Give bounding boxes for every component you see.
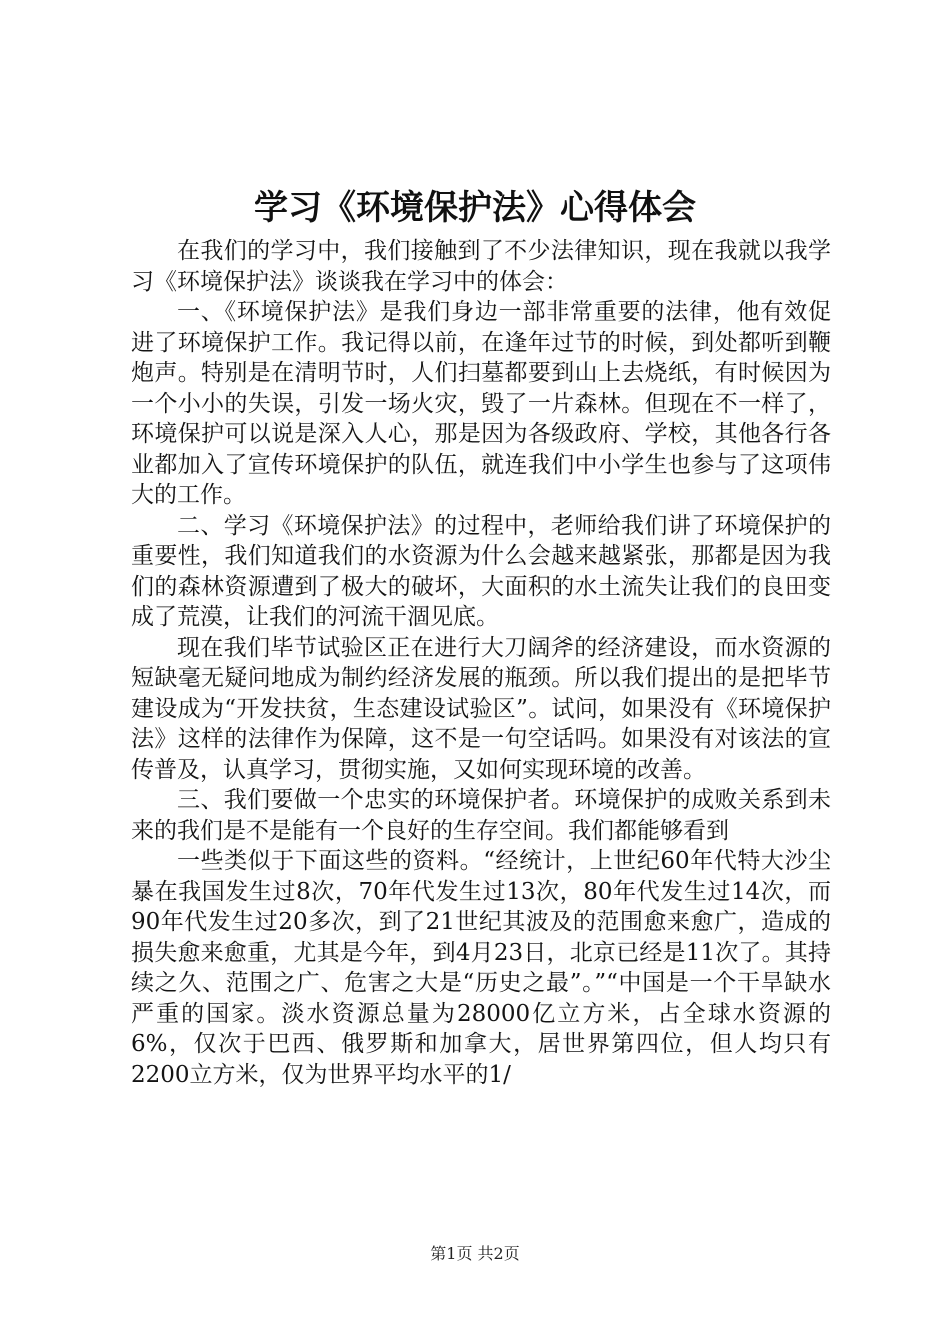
paragraph-section-2: 二、学习《环境保护法》的过程中，老师给我们讲了环境保护的重要性，我们知道我们的水资源为什么会越来越紧张，那都是因为我们的森林资源遭到了极大的破坏，大面积的水土流失让我们的良田变成了荒漠，让我们的河流干涸见底。 (131, 512, 831, 630)
paragraph-section-3: 三、我们要做一个忠实的环境保护者。环境保护的成败关系到未来的我们是不是能有一个良好的生存空间。我们都能够看到 (131, 787, 831, 844)
page-number-footer: 第1页 共2页 (430, 1244, 520, 1263)
paragraph-statistics: 一些类似于下面这些的资料。“经统计，上世纪60年代特大沙尘暴在我国发生过8次，70年代发生过13次，80年代发生过14次，而90年代发生过20多次，到了21世纪其波及的范围愈来愈广，造成的损失愈来愈重，尤其是今年，到4月23日，北京已经是11次了。其持续之久、范围之广、危害之大是“历史之最”。”“中国是一个干旱缺水严重的国家。淡水资源总量为28000亿立方米，占全球水资源的6%，仅次于巴西、俄罗斯和加拿大，居世界第四位，但人均只有2200立方米，仅为世界平均水平的1/ (131, 848, 831, 1088)
paragraph-intro: 在我们的学习中，我们接触到了不少法律知识，现在我就以我学习《环境保护法》谈谈我在学习中的体会： (131, 238, 831, 295)
document-title: 学习《环境保护法》心得体会 (254, 188, 696, 228)
document-body (131, 236, 831, 1090)
paragraph-section-1: 一、《环境保护法》是我们身边一部非常重要的法律，他有效促进了环境保护工作。我记得以前，在逢年过节的时候，到处都听到鞭炮声。特别是在清明节时，人们扫墓都要到山上去烧纸，有时候因为一个小小的失误，引发一场火灾，毁了一片森林。但现在不一样了，环境保护可以说是深入人心，那是因为各级政府、学校，其他各行各业都加入了宣传环境保护的队伍，就连我们中小学生也参与了这项伟大的工作。 (131, 299, 831, 508)
paragraph-bijie: 现在我们毕节试验区正在进行大刀阔斧的经济建设，而水资源的短缺毫无疑问地成为制约经济发展的瓶颈。所以我们提出的是把毕节建设成为“开发扶贫，生态建设试验区”。试问，如果没有《环境保护法》这样的法律作为保障，这不是一句空话吗。如果没有对该法的宣传普及，认真学习，贯彻实施，又如何实现环境的改善。 (131, 634, 831, 783)
